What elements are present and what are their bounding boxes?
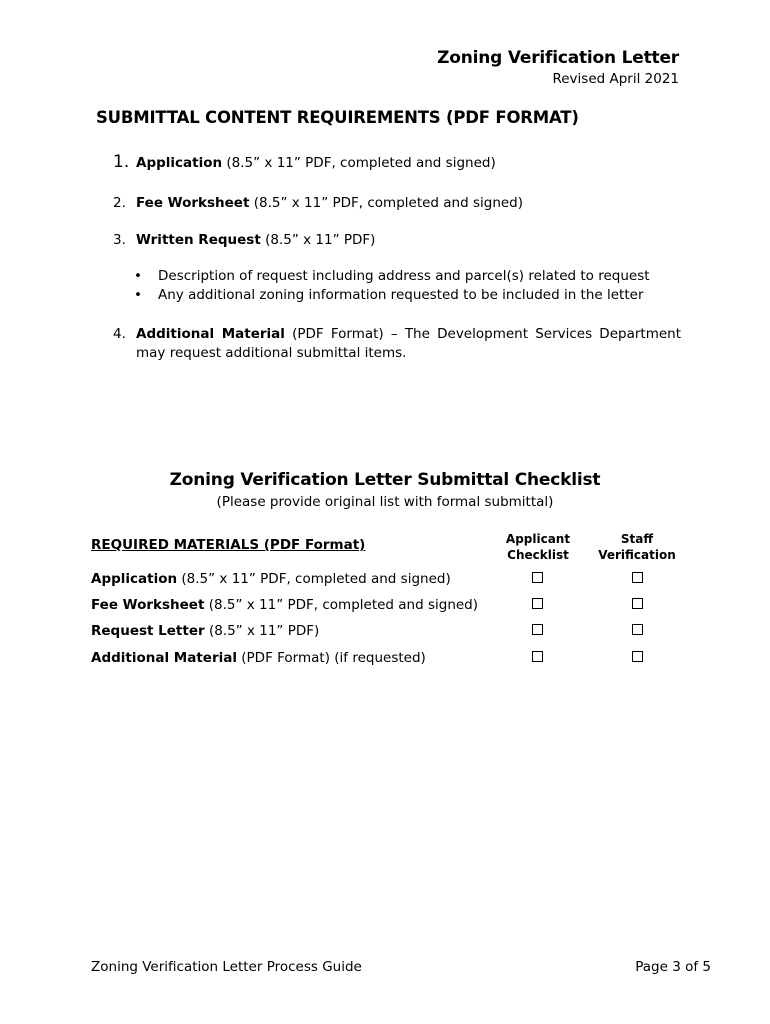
staff-checkbox[interactable] bbox=[632, 651, 643, 662]
row-detail: (8.5” x 11” PDF) bbox=[204, 623, 320, 639]
requirement-item-1 bbox=[113, 152, 683, 172]
requirement-detail: (8.5” x 11” PDF) bbox=[260, 232, 376, 248]
section-heading: SUBMITTAL CONTENT REQUIREMENTS (PDF FORMAT) bbox=[96, 108, 579, 127]
applicant-column-header bbox=[483, 531, 593, 563]
checklist-title: Zoning Verification Letter Submittal Checklist bbox=[169, 470, 601, 490]
applicant-header-line: Applicant bbox=[505, 532, 571, 546]
bullet-item: • Any additional zoning information requested to be included in the letter bbox=[134, 287, 650, 306]
requirement-detail-continued: may request additional submittal items. bbox=[136, 345, 407, 361]
row-label: Application bbox=[91, 571, 178, 587]
row-detail: (PDF Format) (if requested) bbox=[236, 650, 426, 666]
requirement-detail: (PDF Format) – The Development Services Department bbox=[284, 326, 681, 342]
requirement-label: Application bbox=[136, 155, 223, 171]
row-detail: (8.5” x 11” PDF, completed and signed) bbox=[177, 571, 451, 587]
checklist-row-fee-worksheet bbox=[91, 597, 478, 613]
requirement-label: Written Request bbox=[136, 232, 261, 248]
row-label: Fee Worksheet bbox=[91, 597, 205, 613]
requirement-number: 1. bbox=[113, 152, 130, 172]
requirement-number: 4. bbox=[113, 326, 126, 342]
requirement-label: Additional Material bbox=[136, 326, 285, 342]
requirement-detail: (8.5” x 11” PDF, completed and signed) bbox=[249, 195, 524, 211]
checklist-row-application bbox=[91, 571, 451, 587]
staff-checkbox[interactable] bbox=[632, 598, 643, 609]
applicant-checkbox[interactable] bbox=[532, 624, 543, 635]
requirement-number: 2. bbox=[113, 195, 126, 211]
footer-page-number: Page 3 of 5 bbox=[635, 959, 711, 975]
checklist-subtitle: (Please provide original list with formal submittal) bbox=[216, 494, 554, 510]
row-label: Request Letter bbox=[91, 623, 205, 639]
applicant-checkbox[interactable] bbox=[532, 572, 543, 583]
staff-column-header bbox=[582, 531, 692, 563]
requirement-item-4 bbox=[113, 325, 681, 363]
row-detail: (8.5” x 11” PDF, completed and signed) bbox=[204, 597, 479, 613]
applicant-checkbox[interactable] bbox=[532, 598, 543, 609]
requirement-detail: (8.5” x 11” PDF, completed and signed) bbox=[222, 155, 496, 171]
staff-header-line: Staff bbox=[620, 532, 654, 546]
requirement-number: 3. bbox=[113, 232, 126, 248]
materials-column-header: REQUIRED MATERIALS (PDF Format) bbox=[91, 537, 366, 553]
document-title: Zoning Verification Letter bbox=[437, 48, 679, 68]
staff-header-line: Verification bbox=[598, 548, 676, 562]
requirement-label: Fee Worksheet bbox=[136, 195, 250, 211]
staff-checkbox[interactable] bbox=[632, 572, 643, 583]
applicant-checkbox[interactable] bbox=[532, 651, 543, 662]
row-label: Additional Material bbox=[91, 650, 237, 666]
footer-guide-title: Zoning Verification Letter Process Guide bbox=[91, 959, 362, 975]
request-bullet-list bbox=[134, 268, 650, 306]
requirement-item-3 bbox=[113, 232, 683, 248]
checklist-row-additional-material bbox=[91, 650, 426, 666]
checklist-row-request-letter bbox=[91, 623, 319, 639]
staff-checkbox[interactable] bbox=[632, 624, 643, 635]
requirement-item-2 bbox=[113, 195, 683, 211]
bullet-item: • Description of request including address and parcel(s) related to request bbox=[134, 268, 650, 287]
applicant-header-line: Checklist bbox=[507, 548, 569, 562]
revision-date: Revised April 2021 bbox=[552, 71, 679, 87]
